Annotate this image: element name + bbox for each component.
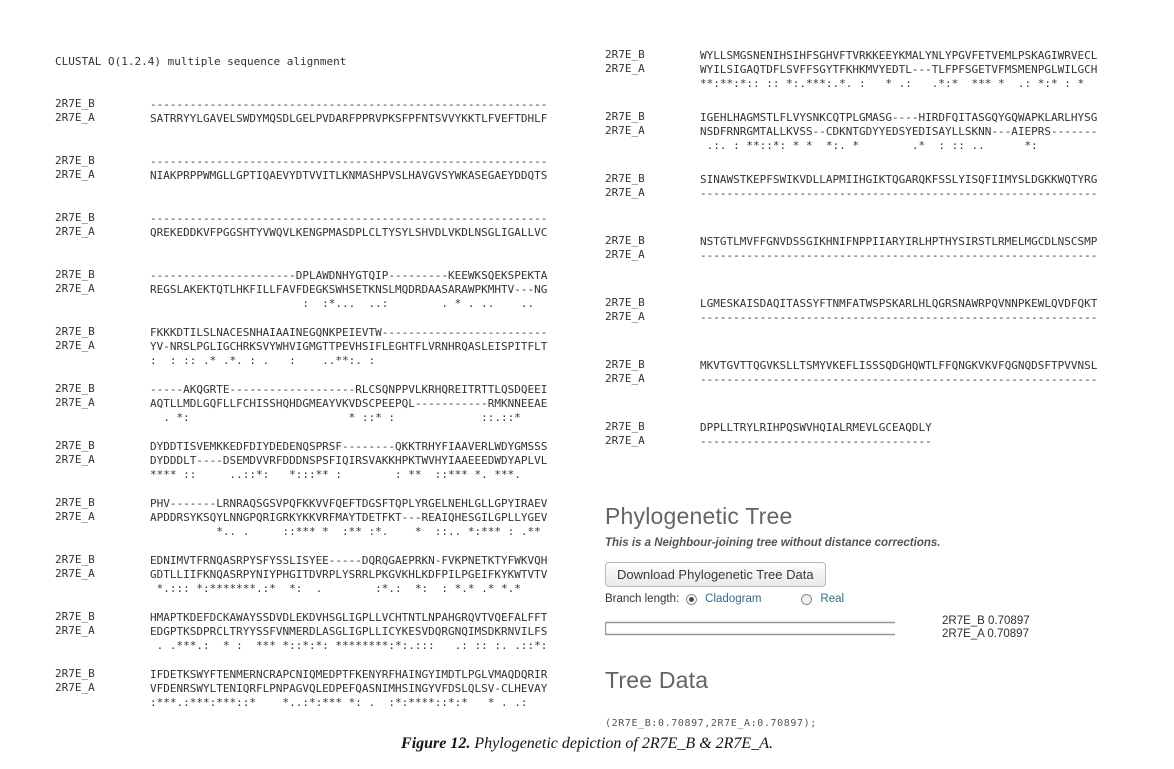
alignment-row (55, 681, 560, 695)
sequence-label-b: 2R7E_B (605, 110, 645, 123)
alignment-block (55, 211, 560, 253)
sequence-a: APDDRSYKSQYLNNGPQRIGRKYKKVRFMAYTDETFKT---REAIQHESGILGPLLYGEV (150, 511, 548, 524)
sequence-label-a: 2R7E_A (605, 62, 645, 75)
alignment-row (605, 234, 1170, 248)
real-radio-label[interactable]: Real (820, 593, 845, 605)
sequence-a: NIAKPRPPWMGLLGPTIQAEVYDTVVITLKNMASHPVSLHAVGVSYWKASEGAEYDDQTS (150, 169, 548, 182)
sequence-b: LGMESKAISDAQITASSYFTNMFATWSPSKARLHLQGRSNAWRPQVNNPKEWLQVDFQKT (700, 297, 1098, 310)
alignment-row (605, 324, 1170, 338)
alignment-row (605, 448, 1170, 462)
alignment-row (605, 110, 1170, 124)
conservation-line: : :*... ..: . * . .. .. (150, 297, 535, 310)
alignment-block (55, 496, 560, 538)
alignment-block (55, 325, 560, 367)
alignment-block (55, 97, 560, 139)
alignment-row (55, 610, 560, 624)
alignment-row (605, 186, 1170, 200)
alignment-row (55, 695, 560, 709)
alignment-block (55, 610, 560, 652)
alignment-row (605, 386, 1170, 400)
alignment-row (55, 296, 560, 310)
sequence-a: YV-NRSLPGLIGCHRKSVYWHVIGMGTTPEVHSIFLEGHTFLVRNHRQASLEISPITFLT (150, 340, 548, 353)
alignment-row (55, 439, 560, 453)
alignment-row (605, 62, 1170, 76)
sequence-label-a: 2R7E_A (55, 453, 95, 466)
alignment-block (55, 667, 560, 709)
sequence-b: IFDETKSWYFTENMERNCRAPCNIQMEDPTFKENYRFHAINGYIMDTLPGLVMAQDQRIR (150, 668, 548, 681)
tree-branches-svg (605, 617, 897, 641)
sequence-label-a: 2R7E_A (55, 624, 95, 637)
alignment-row (605, 124, 1170, 138)
alignment-row (605, 434, 1170, 448)
sequence-a: ------------------------------------------------------------ (700, 187, 1098, 200)
alignment-row (605, 296, 1170, 310)
alignment-block (55, 439, 560, 481)
sequence-label-a: 2R7E_A (55, 225, 95, 238)
alignment-row (605, 138, 1170, 152)
alignment-block (605, 172, 1170, 214)
sequence-a: GDTLLIIFKNQASRPYNIYPHGITDVRPLYSRRLPKGVKHLKDFPILPGEIFKYKWTVTV (150, 568, 548, 581)
alignment-row (55, 268, 560, 282)
sequence-b: ------------------------------------------------------------ (150, 155, 548, 168)
sequence-a: AQTLLMDLGQFLLFCHISSHQHDGMEAYVKVDSCPEEPQL-----------RMKNNEEAE (150, 397, 548, 410)
alignment-row (605, 358, 1170, 372)
alignment-row (55, 396, 560, 410)
cladogram-radio[interactable] (686, 594, 697, 605)
sequence-a: ------------------------------------------------------------ (700, 373, 1098, 386)
sequence-label-b: 2R7E_B (605, 234, 645, 247)
alignment-row (55, 239, 560, 253)
sequence-label-a: 2R7E_A (55, 339, 95, 352)
sequence-b: MKVTGVTTQGVKSLLTSMYVKEFLISSSQDGHQWTLFFQNGKVKVFQGNQDSFTPVVNSL (700, 359, 1098, 372)
sequence-b: NSTGTLMVFFGNVDSSGIKHNIFNPPIIARYIRLHPTHYSIRSTLRMELMGCDLNSCSMP (700, 235, 1098, 248)
alignment-row (55, 524, 560, 538)
alignment-row (55, 667, 560, 681)
sequence-a: DYDDDLT----DSEMDVVRFDDDNSPSFIQIRSVAKKHPKTWVHYIAAEEEDWDYAPLVL (150, 454, 548, 467)
sequence-b: SINAWSTKEPFSWIKVDLLAPMIIHGIKTQGARQKFSSLYISQFIIMYSLDGKKWQTYRG (700, 173, 1098, 186)
alignment-row (55, 353, 560, 367)
sequence-label-b: 2R7E_B (55, 667, 95, 680)
conservation-line: *.::: *:*******.:* *: . :*.: *: : *.* .* *.* (150, 582, 521, 595)
conservation-line: :***.:***:***::* *..:*:*** *: . :*:****::*:* * . .: (150, 696, 528, 709)
alignment-row (55, 581, 560, 595)
sequence-label-a: 2R7E_A (55, 567, 95, 580)
conservation-line: .:. : **::*: * * *:. * .* : :: .. *: (700, 139, 1038, 152)
alignment-blocks-right (605, 48, 1170, 462)
alignment-row (55, 125, 560, 139)
sequence-label-b: 2R7E_B (605, 420, 645, 433)
download-tree-data-button[interactable]: Download Phylogenetic Tree Data (605, 562, 826, 587)
sequence-b: FKKKDTILSLNACESNHAIAAINEGQNKPEIEVTW------------------------- (150, 326, 548, 339)
alignment-row (605, 262, 1170, 276)
alignment-block (55, 382, 560, 424)
leaf-distance: 0.70897 (988, 615, 1030, 627)
leaf-name: 2R7E_B (942, 615, 985, 627)
phylogenetic-tree-section (605, 503, 1170, 729)
alignment-row (605, 420, 1170, 434)
sequence-label-b: 2R7E_B (605, 172, 645, 185)
conservation-line: *.. . ::*** * :** :*. * ::.. *:*** : .** (150, 525, 541, 538)
sequence-label-a: 2R7E_A (605, 248, 645, 261)
alignment-block (605, 296, 1170, 338)
sequence-label-b: 2R7E_B (55, 382, 95, 395)
alignment-row (605, 48, 1170, 62)
sequence-b: EDNIMVTFRNQASRPYSFYSSLISYEE-----DQRQGAEPRKN-FVKPNETKTYFWKVQH (150, 554, 548, 567)
alignment-row (55, 97, 560, 111)
sequence-b: HMAPTKDEFDCKAWAYSSDVDLEKDVHSGLIGPLLVCHTNTLNPAHGRQVTVQEFALFFT (150, 611, 548, 624)
sequence-label-a: 2R7E_A (55, 510, 95, 523)
leaf-name: 2R7E_A (942, 627, 985, 640)
alignment-block (55, 154, 560, 196)
alignment-row (605, 310, 1170, 324)
alignment-block (605, 420, 1170, 462)
alignment-row (55, 282, 560, 296)
alignment-row (55, 496, 560, 510)
alignment-row (55, 553, 560, 567)
alignment-row (55, 182, 560, 196)
sequence-b: DYDDTISVEMKKEDFDIYDEDENQSPRSF--------QKKTRHYFIAAVERLWDYGMSSS (150, 440, 548, 453)
figure-caption (0, 735, 1174, 753)
alignment-block (55, 268, 560, 310)
alignment-row (55, 510, 560, 524)
sequence-b: DPPLLTRYLRIHPQSWVHQIALRMEVLGCEAQDLY (700, 421, 932, 434)
sequence-label-b: 2R7E_B (55, 325, 95, 338)
branch-length-label: Branch length: (605, 593, 680, 605)
alignment-row (605, 372, 1170, 386)
sequence-label-b: 2R7E_B (55, 553, 95, 566)
sequence-label-a: 2R7E_A (605, 372, 645, 385)
alignment-block (55, 553, 560, 595)
sequence-a: SATRRYYLGAVELSWDYMQSDLGELPVDARFPPRVPKSFPFNTSVVYKKTLFVEFTDHLF (150, 112, 548, 125)
alignment-row (55, 638, 560, 652)
alignment-row (55, 467, 560, 481)
branch-length-row (605, 592, 1170, 606)
conservation-line: . *: * ::* : ::.::* (150, 411, 521, 424)
figure-caption-number: Figure 12. (401, 735, 471, 752)
sequence-label-b: 2R7E_B (55, 610, 95, 623)
conservation-line: . .***.: * : *** *::*:*: ********:*:.::: .: :: :. .::*: (150, 639, 548, 652)
sequence-b: PHV-------LRNRAQSGSVPQFKKVVFQEFTDGSFTQPLYRGELNEHLGLLGPYIRAEV (150, 497, 548, 510)
sequence-label-a: 2R7E_A (55, 681, 95, 694)
alignment-row (55, 211, 560, 225)
sequence-b: -----AKQGRTE-------------------RLCSQNPPVLKRHQREITRTTLQSDQEEI (150, 383, 548, 396)
alignment-row (55, 111, 560, 125)
sequence-label-a: 2R7E_A (55, 168, 95, 181)
alignment-row (605, 248, 1170, 262)
cladogram-radio-label[interactable]: Cladogram (705, 593, 762, 605)
phylogenetic-tree-diagram (605, 617, 1170, 641)
sequence-a: NSDFRNRGMTALLKVSS--CDKNTGDYYEDSYEDISAYLLSKNN---AIEPRS------- (700, 125, 1098, 138)
sequence-label-a: 2R7E_A (605, 186, 645, 199)
sequence-label-b: 2R7E_B (55, 439, 95, 452)
sequence-label-a: 2R7E_A (55, 282, 95, 295)
alignment-left-column (55, 55, 560, 724)
newick-string: (2R7E_B:0.70897,2R7E_A:0.70897); (605, 718, 817, 729)
alignment-row (55, 154, 560, 168)
leaf-distance: 0.70897 (987, 627, 1029, 640)
sequence-a: ----------------------------------- (700, 435, 932, 448)
sequence-a: ------------------------------------------------------------ (700, 249, 1098, 262)
alignment-row (55, 567, 560, 581)
sequence-label-a: 2R7E_A (55, 111, 95, 124)
tree-data-heading: Tree Data (605, 667, 709, 693)
sequence-label-b: 2R7E_B (605, 358, 645, 371)
alignment-right-column (605, 48, 1170, 482)
alignment-row (55, 225, 560, 239)
tree-leaf-labels (942, 615, 1030, 640)
alignment-block (605, 110, 1170, 152)
sequence-b: ------------------------------------------------------------ (150, 98, 548, 111)
alignment-block (605, 358, 1170, 400)
sequence-a: REGSLAKEKTQTLHKFILLFAVFDEGKSWHSETKNSLMQDRDAASARAWPKMHTV---NG (150, 283, 548, 296)
sequence-a: VFDENRSWYLTENIQRFLPNPAGVQLEDPEFQASNIMHSINGYVFDSLQLSV-CLHEVAY (150, 682, 548, 695)
real-radio[interactable] (801, 594, 812, 605)
sequence-a: QREKEDDKVFPGGSHTYVWQVLKENGPMASDPLCLTYSYLSHVDLVKDLNSGLIGALLVC (150, 226, 548, 239)
sequence-label-b: 2R7E_B (605, 296, 645, 309)
sequence-a: EDGPTKSDPRCLTRYYSSFVNMERDLASGLIGPLLICYKESVDQRGNQIMSDKRNVILFS (150, 625, 548, 638)
alignment-row (55, 382, 560, 396)
alignment-row (55, 325, 560, 339)
sequence-label-a: 2R7E_A (55, 396, 95, 409)
alignment-row (605, 76, 1170, 90)
sequence-b: ----------------------DPLAWDNHYGTQIP---------KEEWKSQEKSPEKTA (150, 269, 548, 282)
alignment-row (605, 172, 1170, 186)
sequence-label-a: 2R7E_A (605, 434, 645, 447)
alignment-row (55, 168, 560, 182)
alignment-row (55, 453, 560, 467)
conservation-line: **** :: ..::*: *:::** : : ** ::*** *. ***. (150, 468, 521, 481)
conservation-line: **:**:*:: :: *:.***:.*. : * .: .*:* *** * .: *:* : * (700, 77, 1085, 90)
alignment-row (55, 410, 560, 424)
alignment-row (55, 624, 560, 638)
sequence-a: WYILSIGAQTDFLSVFFSGYTFKHKMVYEDTL---TLFPFSGETVFMSMENPGLWILGCH (700, 63, 1098, 76)
tree-leaf (942, 615, 1030, 628)
alignment-row (605, 200, 1170, 214)
clustal-header: CLUSTAL O(1.2.4) multiple sequence alignment (55, 55, 347, 68)
sequence-label-b: 2R7E_B (55, 154, 95, 167)
sequence-b: WYLLSMGSNENIHSIHFSGHVFTVRKKEEYKMALYNLYPGVFETVEMLPSKAGIWRVECL (700, 49, 1098, 62)
conservation-line: : : :: .* .*. : . : ..**:. : (150, 354, 376, 367)
tree-subtitle: This is a Neighbour-joining tree without distance corrections. (605, 537, 941, 549)
alignment-blocks-left (55, 97, 560, 709)
phylogenetic-tree-heading: Phylogenetic Tree (605, 503, 793, 529)
sequence-label-b: 2R7E_B (55, 496, 95, 509)
alignment-block (605, 48, 1170, 90)
sequence-b: ------------------------------------------------------------ (150, 212, 548, 225)
sequence-label-b: 2R7E_B (55, 97, 95, 110)
sequence-label-a: 2R7E_A (605, 124, 645, 137)
figure-caption-text: Phylogenetic depiction of 2R7E_B & 2R7E_A. (470, 735, 773, 752)
sequence-b: IGEHLHAGMSTLFLVYSNKCQTPLGMASG----HIRDFQITASGQYGQWAPKLARLHYSG (700, 111, 1098, 124)
sequence-label-b: 2R7E_B (55, 211, 95, 224)
sequence-label-b: 2R7E_B (55, 268, 95, 281)
sequence-a: ------------------------------------------------------------ (700, 311, 1098, 324)
sequence-label-a: 2R7E_A (605, 310, 645, 323)
alignment-block (605, 234, 1170, 276)
sequence-label-b: 2R7E_B (605, 48, 645, 61)
tree-leaf (942, 628, 1030, 641)
alignment-row (55, 339, 560, 353)
